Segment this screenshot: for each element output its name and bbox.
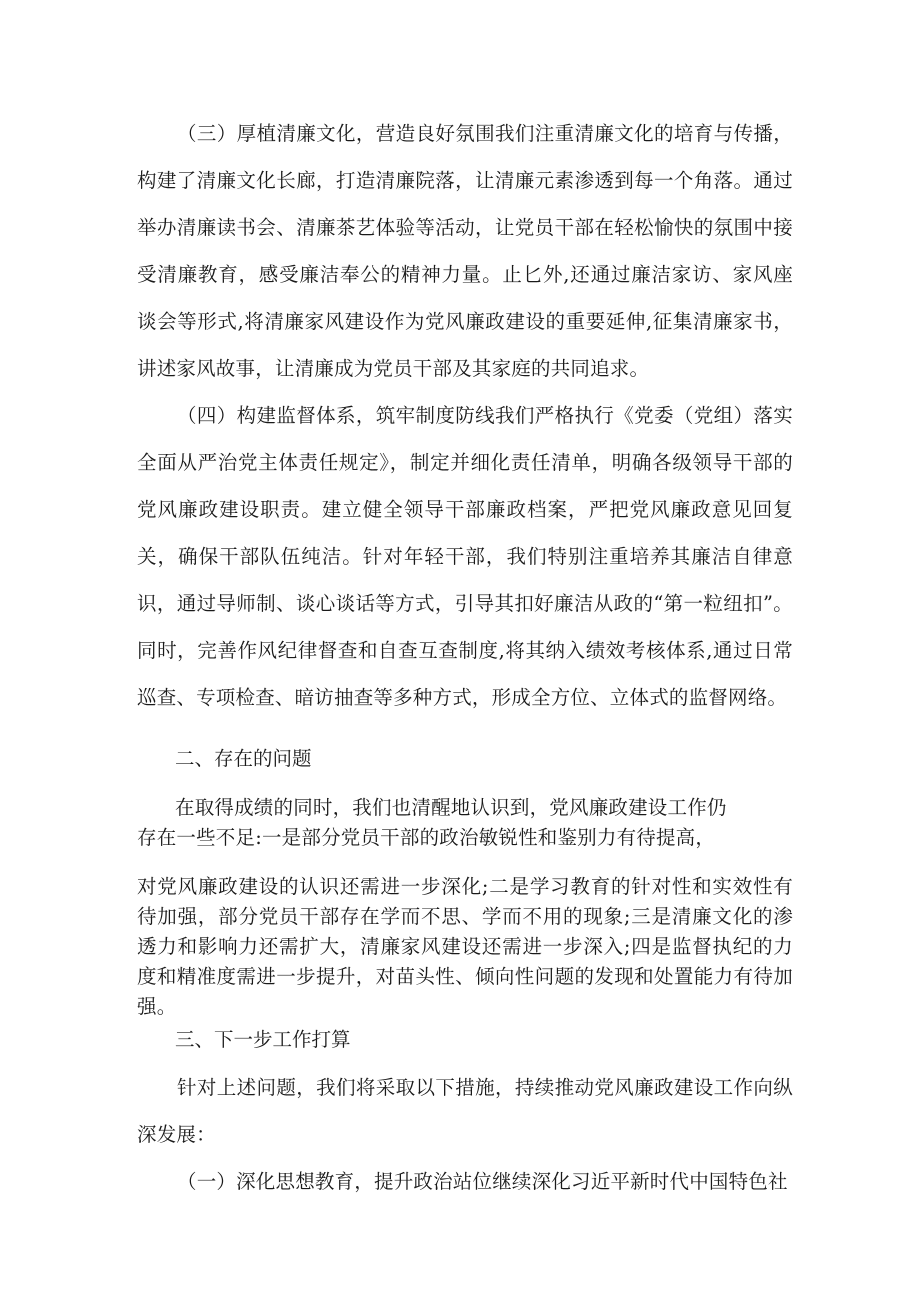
paragraph-culture: （三）厚植清廉文化，营造良好氛围我们注重清廉文化的培育与传播，构建了清廉文化长廊，打造清廉院落，让清廉元素渗透到每一个角落。通过举办清廉读书会、清廉茶艺体验等活动，让党员干部在轻松愉快的氛围中接受清廉教育，感受廉洁奉公的精神力量。止匕外,还通过廉洁家访、家风座谈会等形式,将清廉家风建设作为党风廉政建设的重要延伸,征集清廉家书，讲述家风故事，让清廉成为党员干部及其家庭的共同追求。 <box>137 122 793 380</box>
paragraph-problems-detail: 对党风廉政建设的认识还需进一步深化;二是学习教育的针对性和实效性有待加强，部分党员干部存在学而不思、学而不用的现象;三是清廉文化的渗透力和影响力还需扩大，清廉家风建设还需进一步深入;四是监督执纪的力度和精准度需进一步提升，对苗头性、倾向性问题的发现和处置能力有待加强。 <box>137 875 793 1018</box>
paragraph-supervision: （四）构建监督体系，筑牢制度防线我们严格执行《党委（党组）落实全面从严治党主体责任规定》，制定并细化责任清单，明确各级领导干部的党风廉政建设职责。建立健全领导干部廉政档案，严把党风廉政意见回复关，确保干部队伍纯洁。针对年轻干部，我们特别注重培养其廉洁自律意识，通过导师制、谈心谈话等方式，引导其扣好廉洁从政的“第一粒纽扣”。同时，完善作风纪律督查和自查互查制度,将其纳入绩效考核体系,通过日常巡查、专项检查、暗访抽查等多种方式，形成全方位、立体式的监督网络。 <box>137 404 793 709</box>
problems-line-2: 存在一些不足:一是部分党员干部的政治敏锐性和鉴别力有待提高， <box>137 826 716 849</box>
paragraph-problems-intro <box>137 793 793 853</box>
section-heading-problems: 二、存在的问题 <box>175 747 312 770</box>
paragraph-measure-1: （一）深化思想教育，提升政治站位继续深化习近平新时代中国特色社 <box>177 1170 788 1193</box>
problems-line-1: 在取得成绩的同时，我们也清醒地认识到，党风廉政建设工作仍 <box>175 796 727 819</box>
paragraph-next-steps: 针对上述问题，我们将采取以下措施，持续推动党风廉政建设工作向纵深发展： <box>137 1076 793 1146</box>
section-heading-next-steps: 三、下一步工作打算 <box>175 1028 351 1051</box>
